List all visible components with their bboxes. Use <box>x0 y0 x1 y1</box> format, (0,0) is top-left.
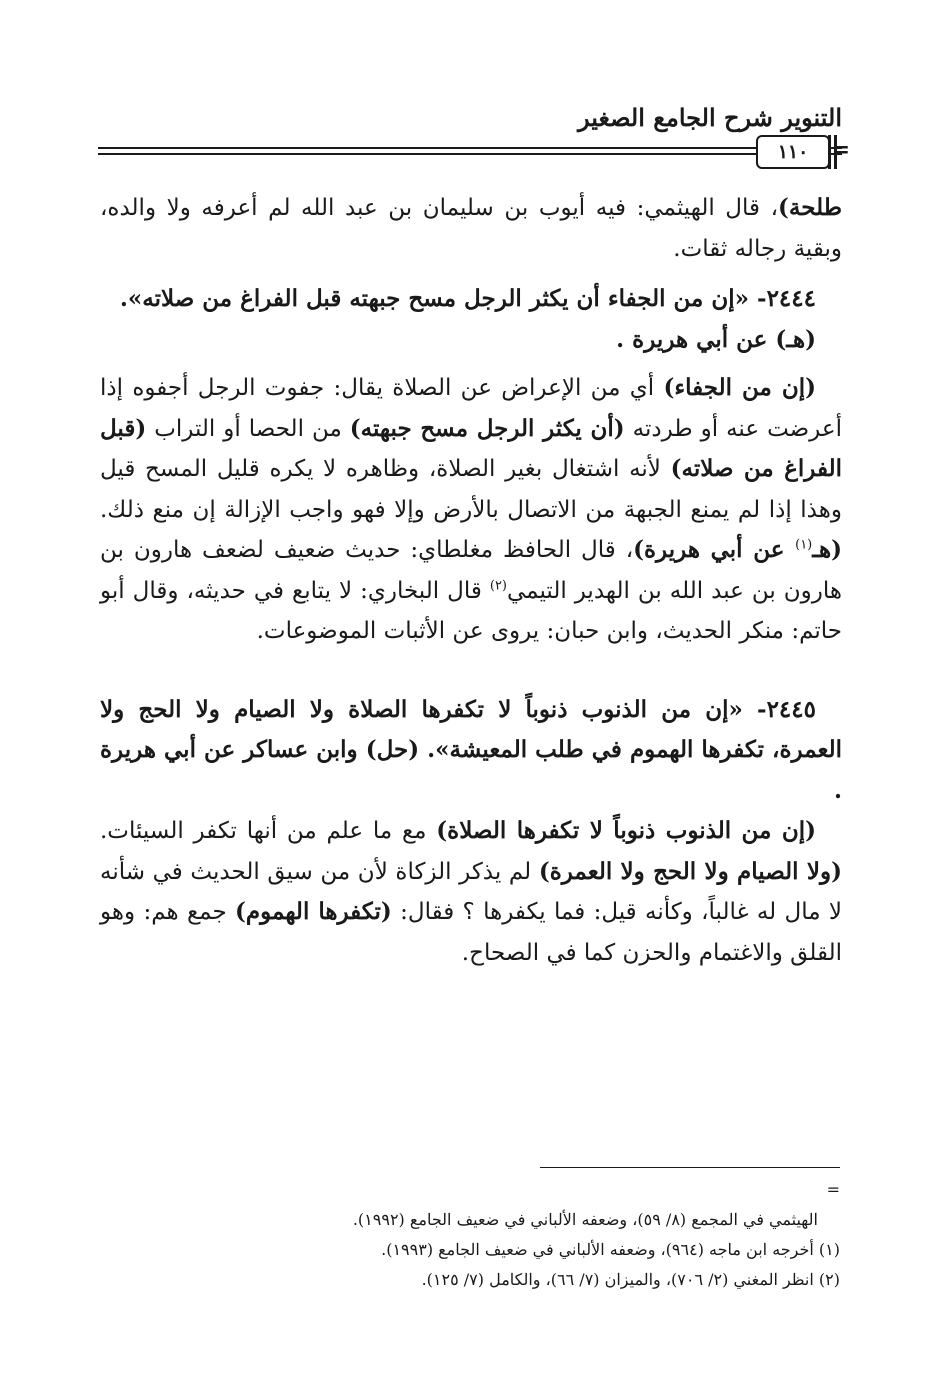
bold-term: (قبل الفراغ من صلاته) <box>100 414 842 482</box>
bold-term: (هـ <box>812 536 842 563</box>
hadith-text: - «إن من الجفاء أن يكثر الرجل مسح جبهته قبل الفراغ من صلاته». <box>119 285 767 312</box>
text-run: مع ما علم من أنها تكفر السيئات. <box>100 818 437 844</box>
text-run: ، قال الهيثمي: فيه أيوب بن سليمان بن عبد الله لم أعرفه ولا والده، وبقية رجاله ثقات. <box>100 195 842 262</box>
text-run: لم يذكر الزكاة لأن من سيق الحديث في شأنه لا مال له غالباً، وكأنه قيل: فما يكفرها ؟ فقال: <box>100 858 842 925</box>
main-text <box>100 188 842 973</box>
header-rule-top <box>98 147 842 149</box>
continuation-mark: = <box>831 137 850 163</box>
text-run: لأنه اشتغال بغير الصلاة، وظاهره لا يكره قليل المسح قيل وهذا إذا لم يمنع الجبهة من الاتصال بالأرض وإلا فهو واجب الإزالة إن منع ذلك. <box>100 456 842 523</box>
bold-term: (أن يكثر الرجل مسح جبهته) <box>349 414 625 442</box>
bold-term: (إن من الجفاء) <box>663 374 816 401</box>
hadith-number: ٢٤٤٤ <box>766 285 816 312</box>
text-run: من الحصا أو التراب <box>146 415 350 442</box>
bold-term: طلحة) <box>778 194 842 221</box>
bold-term: (إن من الذنوب ذنوباً لا تكفرها الصلاة) <box>436 817 816 844</box>
header-rule-bottom <box>98 153 842 155</box>
hadith-number: ٢٤٤٥ <box>766 695 816 723</box>
footnote-separator <box>540 1167 840 1168</box>
footnote-ref-2[interactable]: (٢) <box>489 577 507 593</box>
text-run: ، قال الحافظ مغلطاي: حديث ضعيف لضعف هارون بن هارون بن عبد الله بن الهدير التيمي <box>100 537 842 604</box>
text-run: قال البخاري: لا يتابع في حديثه، وقال أبو حاتم: منكر الحديث، وابن حبان: يروى عن الأثبات الموضوعات. <box>100 577 842 644</box>
footnote-continuation: الهيثمي في المجمع (٨/ ٥٩)، وضعفه الألباني في ضعيف الجامع (١٩٩٢). <box>352 1210 818 1229</box>
bold-term: (تكفرها الهموم) <box>235 898 392 925</box>
text-run: أي من الإعراض عن الصلاة يقال: جفوت الرجل أجفوه إذا أعرضت عنه أو طردته <box>100 375 842 442</box>
footnote-1: (١) أخرجه ابن ماجه (٩٦٤)، وضعفه الألباني في ضعيف الجامع (١٩٩٣). <box>381 1240 840 1259</box>
page-header <box>98 95 850 175</box>
hadith-text: - «إن من الذنوب ذنوباً لا تكفرها الصلاة ولا الصيام ولا الحج ولا العمرة، تكفرها الهموم في طلب المعيشة». (حل) وابن عساكر عن أبي هريرة . <box>100 695 842 804</box>
source-text: (هـ) عن أبي هريرة . <box>616 325 816 353</box>
book-title: التنوير شرح الجامع الصغير <box>578 103 842 132</box>
hadith-source <box>100 320 842 361</box>
bold-term: (ولا الصيام ولا الحج ولا العمرة) <box>538 857 842 885</box>
paragraph-continuation <box>100 188 842 269</box>
hadith-2444 <box>100 279 842 320</box>
footnote-ref-1[interactable]: (١) <box>795 537 813 553</box>
commentary-2445 <box>100 811 842 973</box>
commentary-2444 <box>100 368 842 652</box>
hadith-2445 <box>100 690 842 812</box>
text-run: جمع هم: وهو القلق والاغتمام والحزن كما في الصحاح. <box>100 899 842 966</box>
page-number-divider <box>828 135 831 169</box>
footnote-continuation-mark: = <box>826 1180 840 1199</box>
page-number: ١١٠ <box>756 135 830 169</box>
footnotes <box>100 1175 840 1295</box>
footnote-2: (٢) انظر المغني (٢/ ٧٠٦)، والميزان (٧/ ٦٦)، والكامل (٧/ ١٢٥). <box>421 1270 840 1289</box>
bold-term: عن أبي هريرة) <box>633 536 796 563</box>
